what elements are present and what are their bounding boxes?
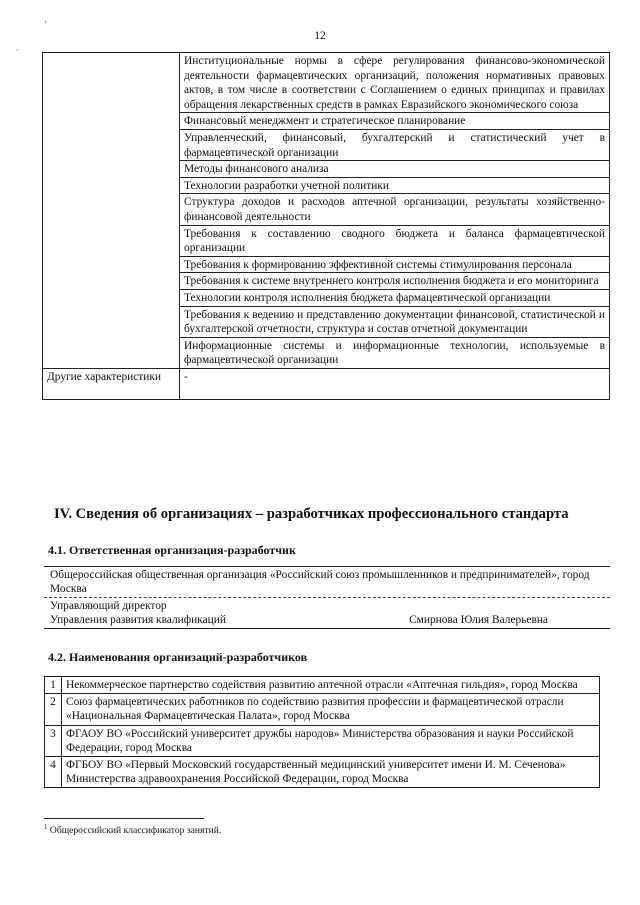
developers-table: [44, 676, 600, 788]
scan-mark: ‚: [44, 14, 47, 24]
knowledge-table: [42, 52, 610, 400]
table-row: [45, 677, 600, 694]
knowledge-item: Требования к составлению сводного бюджета и баланса фармацевтической организации: [180, 225, 610, 256]
table-row: [45, 694, 600, 725]
knowledge-item: Технологии контроля исполнения бюджета фармацевтической организации: [180, 289, 610, 306]
subsection-title-responsible: 4.1. Ответственная организация-разработчик: [48, 543, 296, 557]
knowledge-item: Технологии разработки учетной политики: [180, 177, 610, 194]
footnote-marker: 1: [44, 823, 48, 831]
row-number: 4: [45, 757, 62, 788]
responsible-org-block: [44, 566, 610, 629]
developer-name: Некоммерческое партнерство содействия развитию аптечной отрасли «Аптечная гильдия», город Москва: [62, 677, 600, 694]
knowledge-item: Финансовый менеджмент и стратегическое планирование: [180, 113, 610, 130]
empty-label-cell: [43, 53, 180, 369]
footnote: [44, 823, 221, 836]
knowledge-item: Информационные системы и информационные технологии, используемые в фармацевтической организации: [180, 337, 610, 368]
row-number: 2: [45, 694, 62, 725]
signatory-block: [44, 598, 610, 629]
knowledge-item: Требования к системе внутреннего контроля исполнения бюджета и его мониторинга: [180, 273, 610, 290]
scan-mark: ,: [16, 42, 19, 52]
knowledge-item: Структура доходов и расходов аптечной организации, результаты хозяйственно-финансовой деятельности: [180, 194, 610, 225]
table-row: [45, 757, 600, 788]
knowledge-item: Методы финансового анализа: [180, 161, 610, 178]
responsible-org-name: Общероссийская общественная организация «Российский союз промышленников и предпринимателей», город Москва: [44, 566, 610, 598]
signatory-line: [50, 613, 604, 627]
other-characteristics-value: -: [180, 368, 610, 399]
table-row: [45, 725, 600, 756]
developer-name: Союз фармацевтических работников по содействию развития профессии и фармацевтической отрасли «Национальная Фармацевтическая Палата», город Москва: [62, 694, 600, 725]
row-number: 3: [45, 725, 62, 756]
developer-name: ФГБОУ ВО «Первый Московский государственный медицинский университет имени И. М. Сеченова» Министерства здравоохранения Российской Федерации, город Москва: [62, 757, 600, 788]
signatory-position-line1: Управляющий директор: [50, 600, 167, 612]
page-number: 12: [314, 30, 326, 42]
other-characteristics-label: Другие характеристики: [43, 368, 180, 399]
footnote-divider: [44, 818, 204, 819]
signatory-position-line2: Управления развития квалификаций: [50, 614, 226, 626]
row-number: 1: [45, 677, 62, 694]
footnote-text: Общероссийский классификатор занятий.: [49, 825, 222, 837]
knowledge-item: Требования к ведению и представлению документации финансовой, статистической и бухгалтерской отчетности, структура и состав отчетной документации: [180, 306, 610, 337]
section-title: IV. Сведения об организациях – разработчиках профессионального стандарта: [54, 506, 569, 522]
subsection-title-developers: 4.2. Наименования организаций-разработчиков: [48, 650, 308, 664]
developer-name: ФГАОУ ВО «Российский университет дружбы народов» Министерства образования и науки Российской Федерации, город Москва: [62, 725, 600, 756]
signatory-name: Смирнова Юлия Валерьевна: [409, 614, 548, 626]
knowledge-item: Институциональные нормы в сфере регулирования финансово-экономической деятельности фармацевтических организаций, положения нормативных правовых актов, в том числе в соответствии с Соглашением о единых принципах и правилах обращения лекарственных средств в рамках Евразийского экономического союза: [180, 53, 610, 113]
knowledge-item: Управленческий, финансовый, бухгалтерский и статистический учет в фармацевтической организации: [180, 129, 610, 160]
knowledge-item: Требования к формированию эффективной системы стимулирования персонала: [180, 256, 610, 273]
